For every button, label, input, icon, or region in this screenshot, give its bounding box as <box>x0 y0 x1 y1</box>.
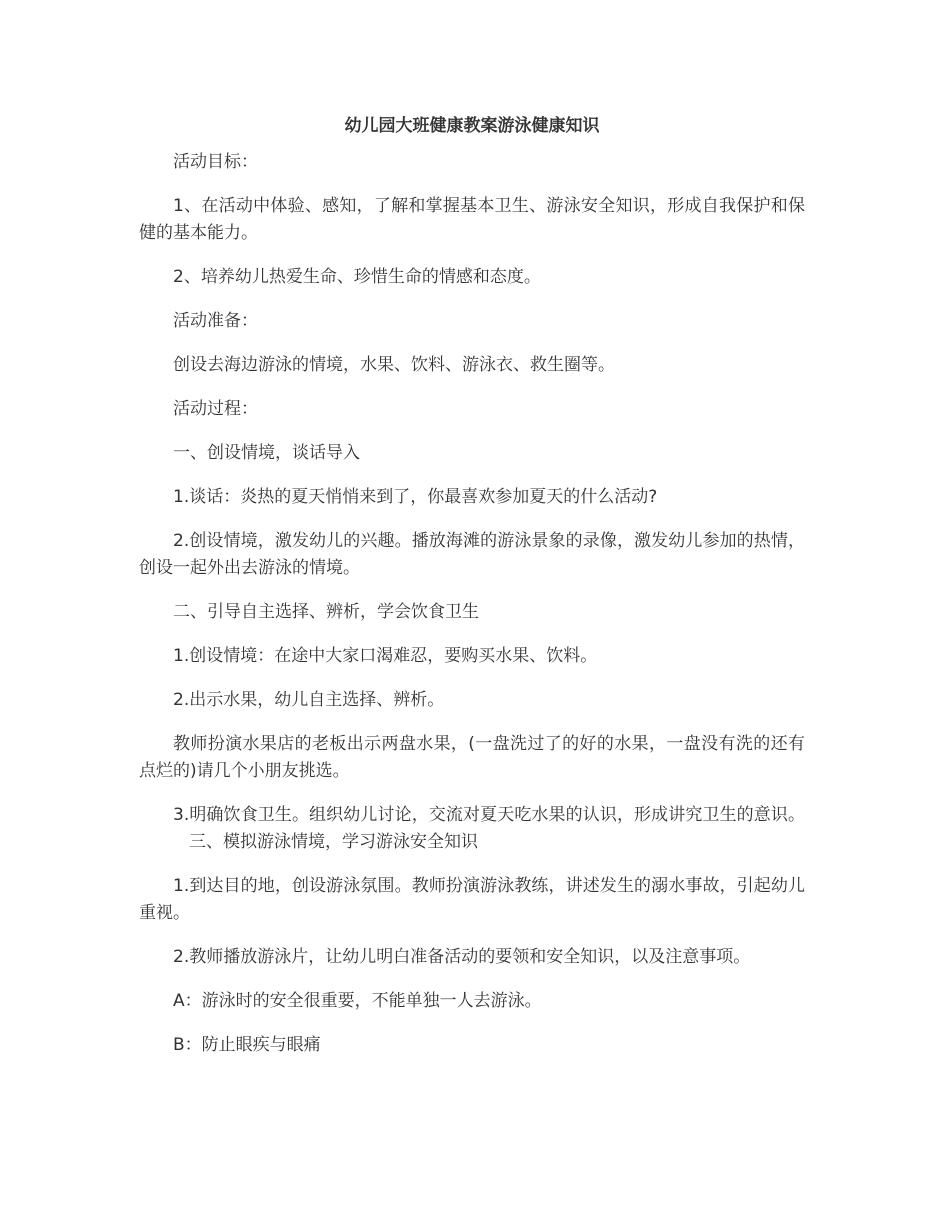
paragraph: 2.创设情境，激发幼儿的兴趣。播放海滩的游泳景象的录像，激发幼儿参加的热情，创设一起外出去游泳的情境。 <box>139 531 805 578</box>
paragraph: 教师扮演水果店的老板出示两盘水果，(一盘洗过了的好的水果，一盘没有洗的还有点烂的)请几个小朋友挑选。 <box>139 734 805 781</box>
paragraph: 1.谈话：炎热的夏天悄悄来到了，你最喜欢参加夏天的什么活动? <box>173 487 658 507</box>
paragraph <box>139 802 805 856</box>
paragraph: 1.到达目的地，创设游泳氛围。教师扮演游泳教练，讲述发生的溺水事故，引起幼儿重视。 <box>139 876 805 923</box>
paragraph: 1、在活动中体验、感知，了解和掌握基本卫生、游泳安全知识，形成自我保护和保健的基本能力。 <box>139 196 805 243</box>
paragraph: 2.教师播放游泳片，让幼儿明白准备活动的要领和安全知识，以及注意事项。 <box>173 947 751 967</box>
paragraph: 创设去海边游泳的情境，水果、饮料、游泳衣、救生圈等。 <box>173 355 615 375</box>
paragraph: A：游泳时的安全很重要，不能单独一人去游泳。 <box>173 991 542 1011</box>
document-title: 幼儿园大班健康教案游泳健康知识 <box>344 116 600 136</box>
paragraph: 活动过程： <box>173 399 258 419</box>
paragraph: 2、培养幼儿热爱生命、珍惜生命的情感和态度。 <box>173 267 541 287</box>
paragraph: 二、引导自主选择、辨析，学会饮食卫生 <box>173 602 479 622</box>
paragraph: 一、创设情境，谈话导入 <box>173 443 360 463</box>
paragraph: 活动准备： <box>173 311 258 331</box>
section-heading: 三、模拟游泳情境，学习游泳安全知识 <box>189 832 478 852</box>
paragraph: 2.出示水果，幼儿自主选择、辨析。 <box>173 690 445 710</box>
paragraph: 1.创设情境：在途中大家口渴难忍，要购买水果、饮料。 <box>173 646 598 666</box>
paragraph: B：防止眼疾与眼痛 <box>173 1035 321 1055</box>
paragraph: 活动目标： <box>173 152 258 172</box>
paragraph-text: 3.明确饮食卫生。组织幼儿讨论，交流对夏天吃水果的认识，形成讲究卫生的意识。 <box>173 805 805 825</box>
document-page <box>139 105 805 1076</box>
